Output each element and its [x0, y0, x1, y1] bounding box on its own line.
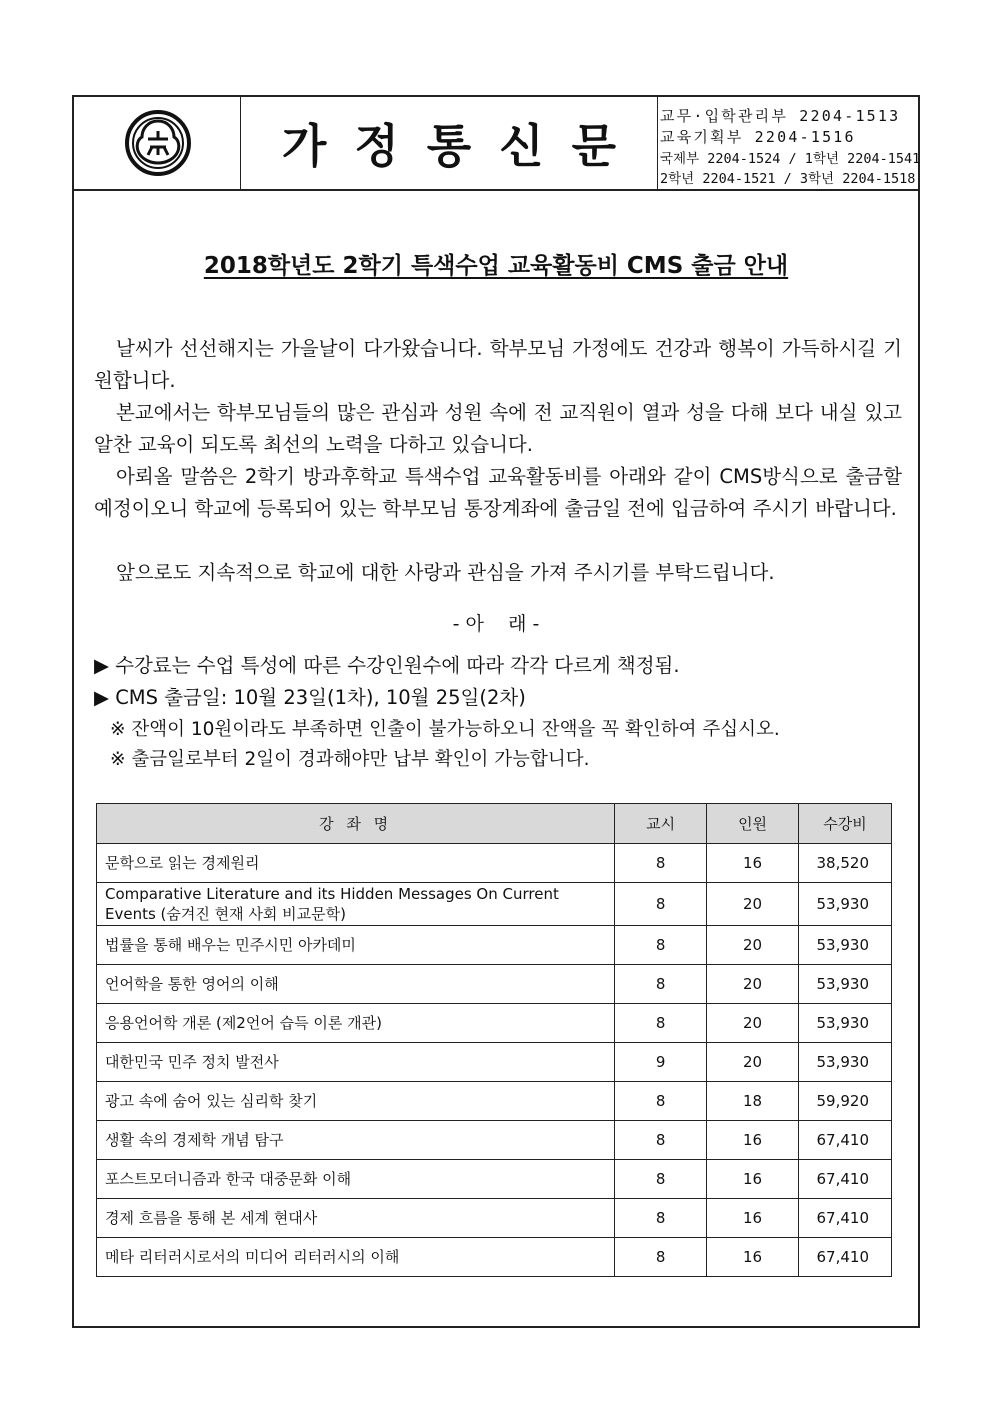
- fee-cell: 67,410: [799, 1199, 892, 1238]
- paragraph-text: 아뢰올 말씀은 2학기 방과후학교 특색수업 교육활동비를 아래와 같이 CMS방식으로 출금할 예정이오니 학교에 등록되어 있는 학부모님 통장계좌에 출금일 전에 입금하여 주시기 바랍니다.: [94, 465, 902, 520]
- title-cell: [241, 97, 658, 189]
- students-cell: 20: [707, 1004, 799, 1043]
- course-name-cell: 문학으로 읽는 경제원리: [97, 844, 615, 883]
- students-cell: 16: [707, 1121, 799, 1160]
- logo-cell: [74, 97, 241, 189]
- periods-cell: 8: [615, 926, 707, 965]
- below-heading: - 아 래 -: [452, 613, 540, 635]
- periods-cell: 8: [615, 1082, 707, 1121]
- contact-line: 교육기획부 2204-1516: [660, 128, 856, 146]
- paragraph-text: 날씨가 선선해지는 가을날이 다가왔습니다. 학부모님 가정에도 건강과 행복이 가득하시길 기원합니다.: [94, 337, 902, 392]
- course-name-cell: 광고 속에 숨어 있는 심리학 찾기: [97, 1082, 615, 1121]
- table-row: [97, 926, 892, 965]
- students-cell: 20: [707, 883, 799, 926]
- periods-cell: 8: [615, 1121, 707, 1160]
- fee-cell: 67,410: [799, 1160, 892, 1199]
- table-row: [97, 1121, 892, 1160]
- students-cell: 20: [707, 1043, 799, 1082]
- note-item: ※ 잔액이 10원이라도 부족하면 인출이 불가능하오니 잔액을 꼭 확인하여 주십시오.: [110, 719, 780, 740]
- school-emblem-icon: [124, 109, 192, 177]
- periods-cell: 8: [615, 1160, 707, 1199]
- contact-cell: [658, 97, 921, 189]
- course-name-cell: 응용언어학 개론 (제2언어 습득 이론 개관): [97, 1004, 615, 1043]
- column-header-students: 인원: [707, 804, 799, 844]
- periods-cell: 8: [615, 1238, 707, 1277]
- column-header-course: 강 좌 명: [97, 804, 615, 844]
- course-name-cell: 생활 속의 경제학 개념 탐구: [97, 1121, 615, 1160]
- fee-cell: 59,920: [799, 1082, 892, 1121]
- students-cell: 18: [707, 1082, 799, 1121]
- fee-cell: 53,930: [799, 1043, 892, 1082]
- table-row: [97, 844, 892, 883]
- fee-cell: 53,930: [799, 1004, 892, 1043]
- table-row: [97, 1043, 892, 1082]
- paragraph: [94, 333, 902, 397]
- bullet-item: ▶ CMS 출금일: 10월 23일(1차), 10월 25일(2차): [94, 686, 526, 709]
- paragraph-text: 앞으로도 지속적으로 학교에 대한 사랑과 관심을 가져 주시기를 부탁드립니다.: [116, 561, 775, 584]
- paragraph-text: 본교에서는 학부모님들의 많은 관심과 성원 속에 전 교직원이 열과 성을 다해 보다 내실 있고 알찬 교육이 되도록 최선의 노력을 다하고 있습니다.: [94, 401, 902, 456]
- periods-cell: 8: [615, 844, 707, 883]
- table-row: [97, 1082, 892, 1121]
- course-name-cell: 언어학을 통한 영어의 이해: [97, 965, 615, 1004]
- fee-cell: 67,410: [799, 1121, 892, 1160]
- header: [74, 97, 921, 191]
- periods-cell: 8: [615, 1199, 707, 1238]
- students-cell: 16: [707, 1199, 799, 1238]
- paragraph: [94, 461, 902, 525]
- table-row: [97, 883, 892, 926]
- contact-line: 2학년 2204-1521 / 3학년 2204-1518: [660, 171, 916, 187]
- paragraph: [94, 397, 902, 461]
- table-header-row: [97, 804, 892, 844]
- contact-line: 국제부 2204-1524 / 1학년 2204-1541: [660, 151, 921, 167]
- page-title: 가정통신문: [281, 119, 645, 173]
- fee-cell: 53,930: [799, 965, 892, 1004]
- course-name-cell: 포스트모더니즘과 한국 대중문화 이해: [97, 1160, 615, 1199]
- notice-title-text: 2018학년도 2학기 특색수업 교육활동비 CMS 출금 안내: [203, 253, 789, 279]
- table-row: [97, 1238, 892, 1277]
- course-name-cell: 법률을 통해 배우는 민주시민 아카데미: [97, 926, 615, 965]
- students-cell: 16: [707, 844, 799, 883]
- fee-cell: 53,930: [799, 883, 892, 926]
- course-name-cell: 메타 리터러시로서의 미디어 리터러시의 이해: [97, 1238, 615, 1277]
- periods-cell: 8: [615, 883, 707, 926]
- notice-title: [74, 247, 918, 280]
- students-cell: 16: [707, 1160, 799, 1199]
- students-cell: 16: [707, 1238, 799, 1277]
- column-header-periods: 교시: [615, 804, 707, 844]
- table-row: [97, 1004, 892, 1043]
- course-name-cell: 경제 흐름을 통해 본 세계 현대사: [97, 1199, 615, 1238]
- fee-table: [96, 803, 892, 1277]
- table-row: [97, 1160, 892, 1199]
- fee-cell: 53,930: [799, 926, 892, 965]
- course-name-cell: 대한민국 민주 정치 발전사: [97, 1043, 615, 1082]
- students-cell: 20: [707, 926, 799, 965]
- document-frame: [72, 95, 920, 1328]
- paragraph: [94, 557, 902, 589]
- table-row: [97, 965, 892, 1004]
- table-row: [97, 1199, 892, 1238]
- fee-cell: 38,520: [799, 844, 892, 883]
- periods-cell: 8: [615, 965, 707, 1004]
- periods-cell: 8: [615, 1004, 707, 1043]
- students-cell: 20: [707, 965, 799, 1004]
- bullet-item: ▶ 수강료는 수업 특성에 따른 수강인원수에 따라 각각 다르게 책정됨.: [94, 654, 680, 677]
- course-name-cell: Comparative Literature and its Hidden Messages On Current Events (숨겨진 현재 사회 비교문학): [97, 883, 615, 926]
- note-item: ※ 출금일로부터 2일이 경과해야만 납부 확인이 가능합니다.: [110, 749, 590, 770]
- column-header-fee: 수강비: [799, 804, 892, 844]
- contact-line: 교무·입학관리부 2204-1513: [660, 107, 901, 125]
- fee-cell: 67,410: [799, 1238, 892, 1277]
- periods-cell: 9: [615, 1043, 707, 1082]
